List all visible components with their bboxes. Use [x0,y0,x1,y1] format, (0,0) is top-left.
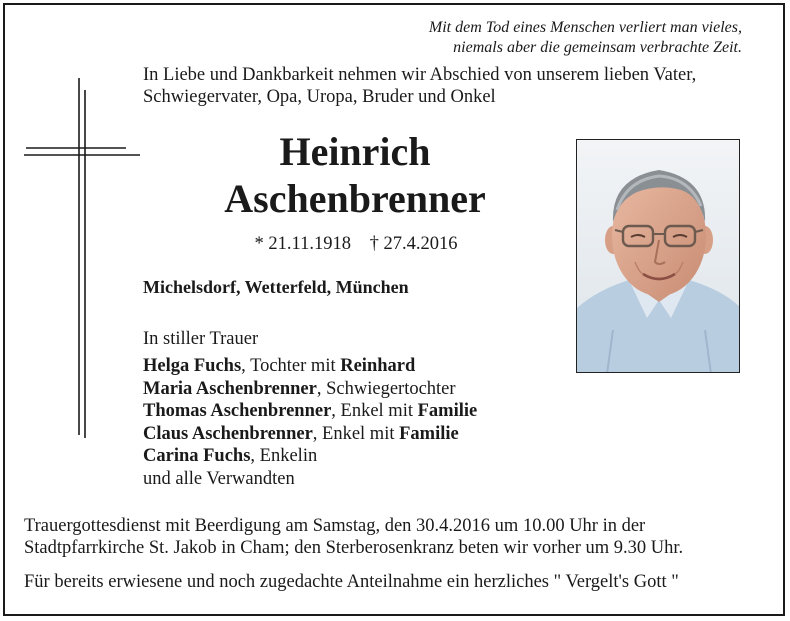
intro-text [143,64,753,108]
mourner-row [143,378,477,401]
mourner-relation: , Schwiegertochter [316,378,456,399]
mourner-relation: , Enkelin [250,446,318,466]
service-line-1: Trauergottesdienst mit Beerdigung am Samstag, den 30.4.2016 um 10.00 Uhr in der [24,516,646,536]
motto [429,18,742,58]
mourner-partner: Familie [417,401,478,421]
other-relatives: und alle Verwandten [143,468,295,489]
mourner-relation: , Enkel mit [312,423,400,444]
mourner-row [143,445,477,468]
last-name: Aschenbrenner [224,176,486,221]
mourner-partner: Familie [399,423,459,444]
portrait-photo [576,139,740,373]
cross-icon [24,78,140,438]
birth-date: * 21.11.1918 [254,234,351,254]
mourner-name: Helga Fuchs [143,356,242,376]
first-name: Heinrich [279,129,431,174]
service-info [24,515,683,559]
mourner-relation: , Enkel mit [331,401,418,421]
mourner-name: Carina Fuchs [143,446,251,466]
life-dates [150,234,562,255]
intro-line-2: Schwiegervater, Opa, Uropa, Bruder und Onkel [143,87,496,107]
intro-line-1: In Liebe und Dankbarkeit nehmen wir Abschied von unserem lieben Vater, [143,65,697,85]
mourner-partner: Reinhard [340,356,416,376]
thanks-text: Für bereits erwiesene und noch zugedachte Anteilnahme ein herzliches " Vergelt's Gott " [24,572,679,592]
mourning-heading: In stiller Trauer [143,329,259,349]
places: Michelsdorf, Wetterfeld, München [143,277,409,297]
deceased-name [150,128,560,222]
death-date: † 27.4.2016 [369,234,458,254]
portrait-illustration [577,140,740,373]
motto-line-1: Mit dem Tod eines Menschen verliert man vieles, [428,19,742,36]
mourner-name: Maria Aschenbrenner [143,378,317,399]
motto-line-2: niemals aber die gemeinsam verbrachte Zeit. [453,39,742,56]
mourner-list [143,355,477,490]
mourner-name: Claus Aschenbrenner [143,423,313,444]
service-line-2: Stadtpfarrkirche St. Jakob in Cham; den Sterberosenkranz beten wir vorher um 9.30 Uhr. [24,538,684,558]
mourner-row [143,400,477,423]
mourner-relation: , Tochter mit [241,356,341,376]
mourner-name: Thomas Aschenbrenner [143,401,332,421]
mourner-row [143,423,477,446]
mourner-row [143,355,477,378]
